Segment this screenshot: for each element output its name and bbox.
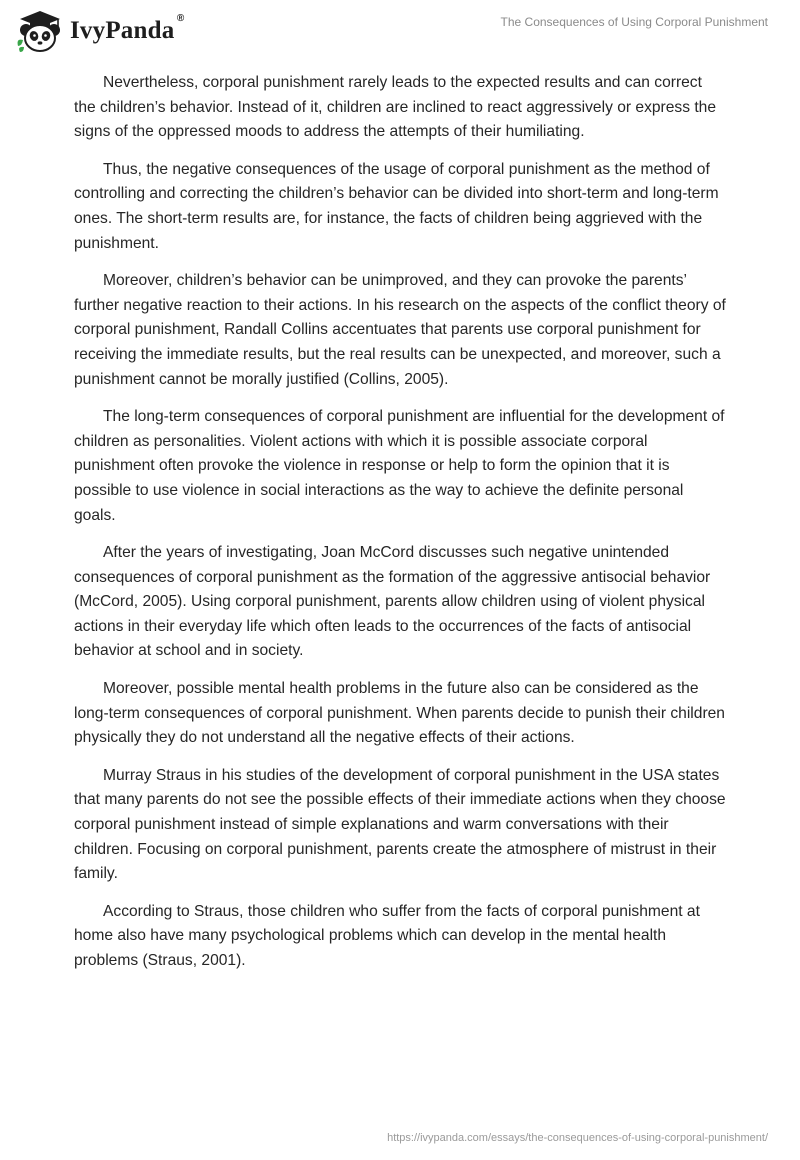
- essay-body: [74, 71, 726, 987]
- registered-mark: ®: [176, 13, 185, 24]
- paragraph-8: According to Straus, those children who suffer from the facts of corporal punishment at home also have many psychological problems which can develop in the mental health problems (Straus, 2001).: [74, 902, 700, 969]
- paragraph-2: Thus, the negative consequences of the usage of corporal punishment as the method of controlling and correcting the children’s behavior can be divided into short-term and long-term ones. The short-term results are, for instance, the facts of children being aggrieved with the punishment.: [74, 160, 719, 252]
- paragraph-5: After the years of investigating, Joan McCord discusses such negative unintended consequences of corporal punishment as the formation of the aggressive antisocial behavior (McCord, 2005). Using corporal punishment, parents allow children using of violent physical actions in their everyday life which often leads to the occurrences of the facts of antisocial behavior at school and in society.: [74, 544, 711, 660]
- paragraph-7: Murray Straus in his studies of the development of corporal punishment in the USA states that many parents do not see the possible effects of their immediate actions when they choose corporal punishment instead of simple explanations and warm conversations with their children. Focusing on corporal punishment, parents create the atmosphere of mistrust in their family.: [74, 766, 726, 883]
- paragraph-6: Moreover, possible mental health problems in the future also can be considered as the long-term consequences of corporal punishment. When parents decide to punish their children physically they do not understand all the negative effects of their actions.: [74, 680, 725, 747]
- ivypanda-logo[interactable]: [14, 8, 185, 54]
- document-title: The Consequences of Using Corporal Punishment: [500, 15, 768, 29]
- source-url-link[interactable]: https://ivypanda.com/essays/the-consequences-of-using-corporal-punishment/: [387, 1132, 768, 1144]
- logo-text: IvyPanda: [70, 17, 175, 44]
- logo-wordmark: [70, 13, 185, 45]
- panda-graduation-cap-icon: [14, 8, 66, 54]
- paragraph-4: The long-term consequences of corporal punishment are influential for the development of children as personalities. Violent actions with which it is possible associate corporal punishment often provoke the violence in response or help to form the opinion that it is possible to use violence in social interactions as the way to achieve the definite personal goals.: [74, 408, 725, 524]
- page-header: [0, 0, 800, 60]
- paragraph-3: Moreover, children’s behavior can be unimproved, and they can provoke the parents’ further negative reaction to their actions. In his research on the aspects of the conflict theory of corporal punishment, Randall Collins accentuates that parents use corporal punishment for receiving the immediate results, but the real results can be unexpected, and moreover, such a punishment cannot be morally justified (Collins, 2005).: [74, 272, 726, 388]
- paragraph-1: Nevertheless, corporal punishment rarely leads to the expected results and can correct the children’s behavior. Instead of it, children are inclined to react aggressively or express the signs of the oppressed moods to address the attempts of their humiliating.: [74, 74, 717, 141]
